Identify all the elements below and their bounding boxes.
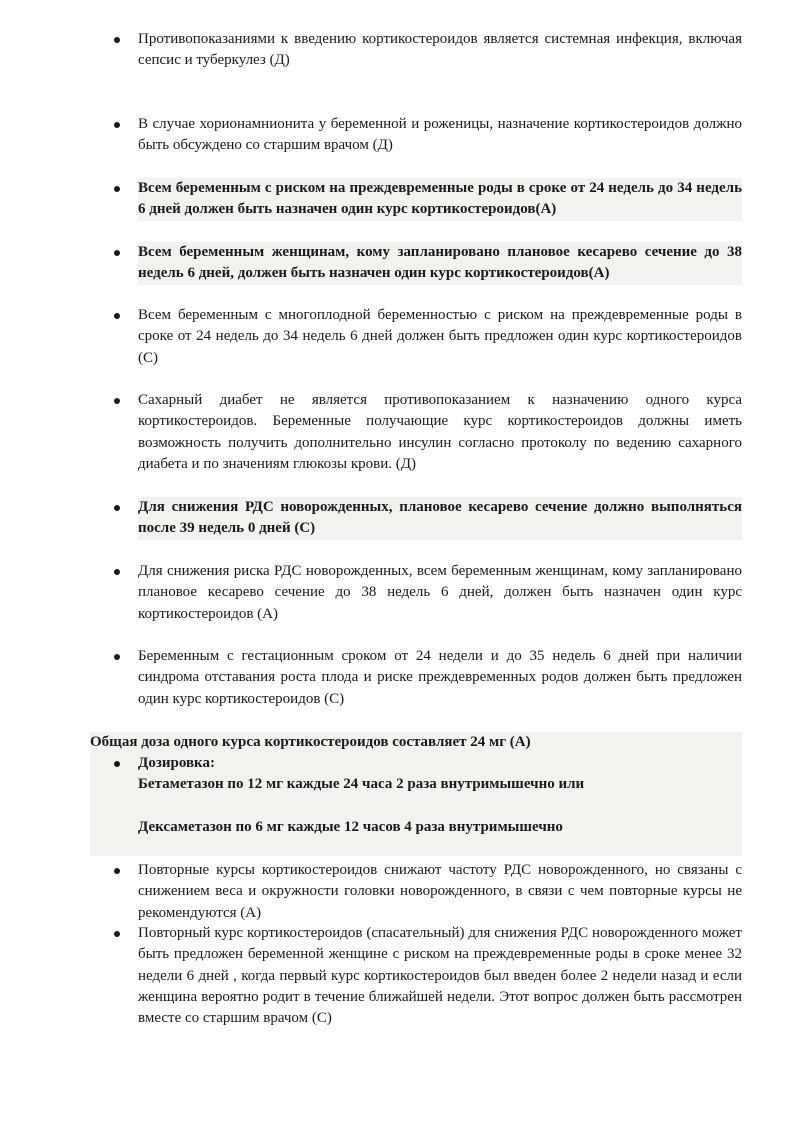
bullet-icon xyxy=(112,29,126,50)
bullet-icon xyxy=(112,860,126,881)
bullet-icon xyxy=(112,178,126,199)
bullet-icon xyxy=(112,114,126,135)
list-item: В случае хорионамнионита у беременной и роженицы, назначение кортикостероидов должно быть обсуждено со старшим врачом (Д) xyxy=(138,116,742,154)
list-item: Для снижения риска РДС новорожденных, всем беременным женщинам, кому запланировано плановое кесарево сечение до 38 недель 6 дней, должен быть назначен один курс кортикостероидов (А) xyxy=(138,563,742,622)
list-item: Сахарный диабет не является противопоказанием к назначению одного курса кортикостероидов. Беременные получающие курс кортикостероидов должны иметь возможность получить дополнительно инсулин согласно протоколу по ведению сахарного диабета и по значениям глюкозы крови. (Д) xyxy=(138,392,742,472)
list-item: Повторные курсы кортикостероидов снижают частоту РДС новорожденного, но связаны с снижением веса и окружности головки новорожденного, в связи с чем повторные курсы не рекомендуются (А) xyxy=(138,862,742,921)
bullet-icon xyxy=(112,242,126,263)
dosage-section xyxy=(138,753,742,838)
bullet-icon xyxy=(112,561,126,582)
list-item: Всем беременным с многоплодной беременностью с риском на преждевременные роды в сроке от 24 недель до 34 недель 6 дней должен быть предложен один курс кортикостероидов (С) xyxy=(138,307,742,366)
bullet-icon xyxy=(112,753,126,774)
list-item: Всем беременным с риском на преждевременные роды в сроке от 24 недель до 34 недель 6 дней должен быть назначен один курс кортикостероидов(А) xyxy=(138,178,742,221)
bullet-icon xyxy=(112,305,126,326)
list-item: Беременным с гестационным сроком от 24 недели и до 35 недель 6 дней при наличии синдрома отставания роста плода и риске преждевременных родов должен быть предложен один курс кортикостероидов (С) xyxy=(138,648,742,707)
bullet-icon xyxy=(112,646,126,667)
list-item: Всем беременным женщинам, кому запланировано плановое кесарево сечение до 38 недель 6 дней, должен быть назначен один курс кортикостероидов(А) xyxy=(138,242,742,285)
list-item: Противопоказаниями к введению кортикостероидов является системная инфекция, включая сепсис и туберкулез (Д) xyxy=(138,31,742,69)
bullet-icon xyxy=(112,390,126,411)
list-item: Повторный курс кортикостероидов (спасательный) для снижения РДС новорожденного может быть предложен беременной женщине с риском на преждевременные роды в сроке менее 32 недели 6 дней , когда первый курс кортикостероидов был введен более 2 недели назад и если женщина вероятно родит в течение ближайшей недели. Этот вопрос должен быть рассмотрен вместе со старшим врачом (С) xyxy=(138,925,742,1027)
dose-heading: Общая доза одного курса кортикостероидов составляет 24 мг (А) xyxy=(90,734,531,750)
dosage-label: Дозировка: xyxy=(138,755,215,771)
list-item: Для снижения РДС новорожденных, плановое кесарево сечение должно выполняться после 39 недель 0 дней (С) xyxy=(138,497,742,540)
bullet-icon xyxy=(112,497,126,518)
bullet-icon xyxy=(112,923,126,944)
betamethasone-dose: Бетаметазон по 12 мг каждые 24 часа 2 раза внутримышечно или xyxy=(138,776,585,793)
dexamethasone-dose: Дексаметазон по 6 мг каждые 12 часов 4 раза внутримышечно xyxy=(138,818,563,835)
